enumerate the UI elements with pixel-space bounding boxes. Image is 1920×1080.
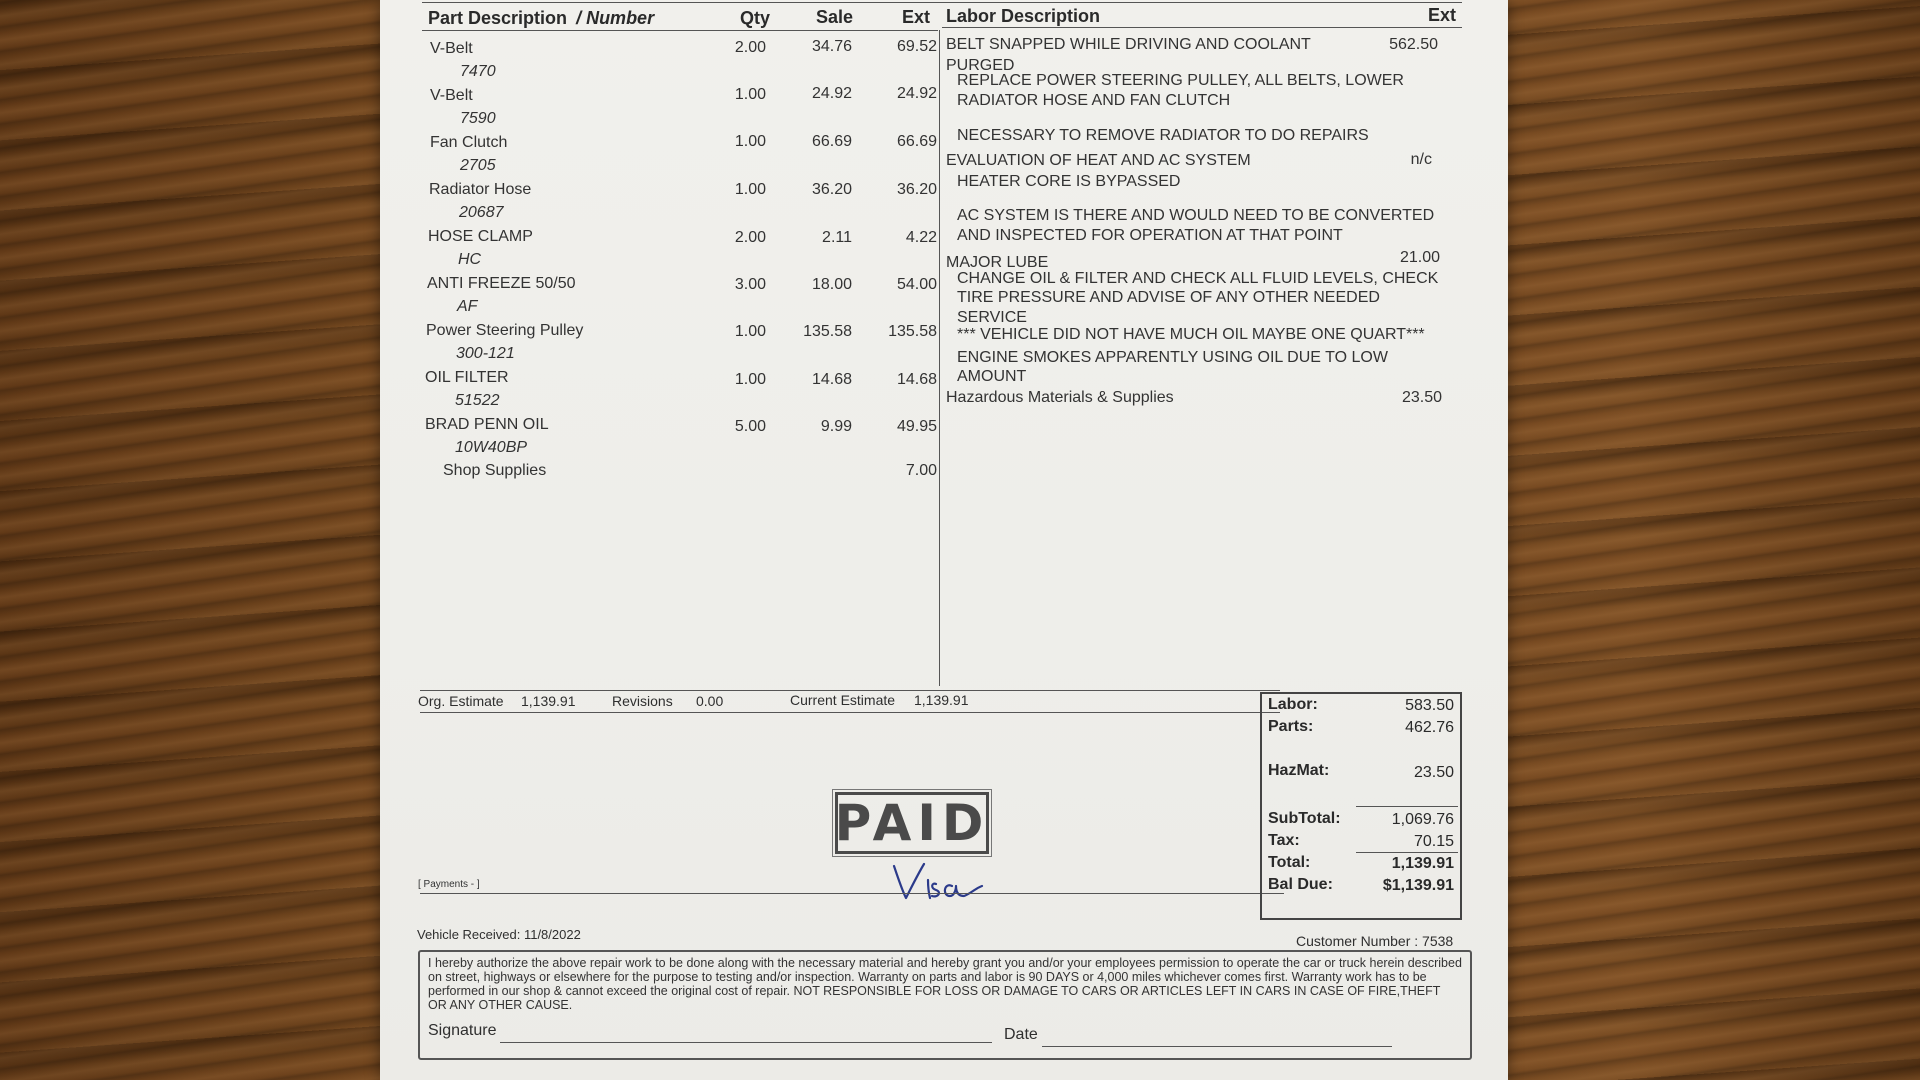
labor-header-ext: Ext [1428,5,1457,25]
revisions-label: Revisions [612,693,673,709]
total-rule [1356,852,1458,853]
org-estimate-value: 1,139.91 [521,693,576,709]
part-sale: 24.92 [811,85,852,102]
org-estimate-label: Org. Estimate [418,693,504,709]
part-ext: 49.95 [896,418,937,435]
column-divider [939,30,940,686]
estimate-bottom-rule [420,712,1280,713]
authorization-box [418,950,1472,1060]
parts-header [428,8,654,29]
current-estimate-value: 1,139.91 [914,692,969,708]
total-value: 1,139.91 [1391,855,1454,872]
part-number: 2705 [460,157,496,174]
part-sale: 34.76 [811,38,852,55]
shop-supplies-label: Shop Supplies [443,462,547,479]
part-qty: 1.00 [734,86,766,103]
part-ext: 54.00 [896,276,937,293]
labor-line: EVALUATION OF HEAT AND AC SYSTEM [946,152,1251,169]
part-ext: 66.69 [896,133,937,150]
bal-due-label: Bal Due: [1268,876,1333,893]
hazmat-value: 23.50 [1413,764,1454,781]
part-qty: 1.00 [734,371,766,388]
part-number: AF [457,298,478,315]
total-label: Total: [1268,854,1311,871]
part-sale: 2.11 [822,229,852,246]
labor-line: MAJOR LUBE [946,254,1049,271]
part-number: 7470 [460,63,496,80]
tax-label: Tax: [1268,832,1300,849]
part-ext: 69.52 [896,38,937,55]
part-sale: 9.99 [820,418,852,435]
current-estimate-label: Current Estimate [790,692,896,708]
labor-line: AMOUNT [957,368,1027,385]
shop-supplies-ext: 7.00 [905,462,937,479]
date-label: Date [1004,1026,1038,1043]
labor-line: ENGINE SMOKES APPARENTLY USING OIL DUE TO LOW [957,349,1388,366]
part-sale: 14.68 [811,371,852,388]
part-number: HC [458,251,482,268]
part-ext: 135.58 [888,323,937,340]
signature-label: Signature [428,1022,497,1039]
part-name: Power Steering Pulley [426,322,584,339]
estimate-top-rule [420,690,1280,691]
labor-line: RADIATOR HOSE AND FAN CLUTCH [957,92,1231,109]
parts-header-description: Part Description [428,8,568,28]
part-number: 300-121 [456,345,515,362]
part-ext: 4.22 [905,229,937,246]
part-qty: 2.00 [734,229,766,246]
parts-total-label: Parts: [1268,718,1314,735]
header-rule-labor [942,27,1462,28]
labor-line: AND INSPECTED FOR OPERATION AT THAT POINT [957,227,1343,244]
part-qty: 2.00 [734,39,766,56]
part-number: 10W40BP [455,439,528,456]
parts-total-value: 462.76 [1405,719,1454,736]
labor-line: Hazardous Materials & Supplies [946,389,1174,406]
part-ext: 24.92 [896,85,937,102]
labor-total-label: Labor: [1268,696,1318,713]
signature-line[interactable] [500,1042,992,1043]
part-qty: 5.00 [734,418,766,435]
part-name: Fan Clutch [430,134,508,151]
labor-total-value: 583.50 [1405,697,1454,714]
labor-line: PURGED [946,57,1015,74]
labor-line: TIRE PRESSURE AND ADVISE OF ANY OTHER NEEDED [957,289,1380,306]
part-qty: 1.00 [734,133,766,150]
paid-stamp: PAID [834,794,990,852]
parts-header-qty: Qty [740,8,771,28]
invoice-paper [380,0,1508,1080]
labor-line: HEATER CORE IS BYPASSED [957,173,1181,190]
top-rule [422,2,1462,3]
hazmat-label: HazMat: [1268,762,1330,779]
bal-due-value: $1,139.91 [1382,877,1454,894]
part-qty: 1.00 [734,323,766,340]
part-qty: 3.00 [734,276,766,293]
parts-header-sale: Sale [816,7,854,27]
labor-line: SERVICE [957,309,1027,326]
handwritten-visa [888,858,998,904]
header-rule-parts [422,30,938,31]
subtotal-value: 1,069.76 [1391,811,1454,828]
part-ext: 14.68 [896,371,937,388]
labor-line: BELT SNAPPED WHILE DRIVING AND COOLANT [946,36,1311,53]
part-name: Radiator Hose [429,181,532,198]
payments-label: [ Payments - ] [418,879,480,890]
subtotal-label: SubTotal: [1268,810,1341,827]
labor-header-description: Labor Description [946,6,1101,26]
subtotal-rule [1356,806,1458,807]
part-number: 20687 [459,204,504,221]
part-number: 51522 [455,392,500,409]
part-qty: 1.00 [734,181,766,198]
parts-header-ext: Ext [902,7,931,27]
date-line[interactable] [1042,1046,1392,1047]
labor-line: *** VEHICLE DID NOT HAVE MUCH OIL MAYBE ONE QUART*** [957,326,1425,343]
part-ext: 36.20 [896,181,937,198]
part-name: BRAD PENN OIL [425,416,549,433]
vehicle-received: Vehicle Received: 11/8/2022 [417,927,581,942]
labor-line: CHANGE OIL & FILTER AND CHECK ALL FLUID LEVELS, CHECK [957,270,1439,287]
labor-ext: n/c [1410,151,1432,168]
labor-ext: 21.00 [1399,249,1440,266]
labor-line: NECESSARY TO REMOVE RADIATOR TO DO REPAIRS [957,127,1369,144]
authorization-text: I hereby authorize the above repair work to be done along with the necessary material and hereby grant you and/or your employees permission to operate the car or truck herein described on street, highways or elsewhere for the purpose to testing and/or inspection. Warranty on parts and labor is 90 DAYS or 4,000 miles whichever comes first. Warranty work has to be performed in our shop & cannot exceed the original cost of repair. NOT RESPONSIBLE FOR LOSS OR DAMAGE TO CARS OR ARTICLES LEFT IN CARS IN CASE OF FIRE,THEFT OR ANY OTHER CAUSE. [428,956,1462,1012]
revisions-value: 0.00 [696,693,724,709]
parts-header-number: / Number [576,8,655,28]
part-sale: 66.69 [811,133,852,150]
part-name: V-Belt [430,87,473,104]
labor-line: AC SYSTEM IS THERE AND WOULD NEED TO BE CONVERTED [957,207,1435,224]
labor-ext: 23.50 [1401,389,1442,406]
part-name: V-Belt [430,40,473,57]
customer-number: Customer Number : 7538 [1296,933,1454,949]
labor-line: REPLACE POWER STEERING PULLEY, ALL BELTS, LOWER [957,72,1404,89]
part-number: 7590 [460,110,496,127]
labor-ext: 562.50 [1389,36,1438,53]
part-sale: 18.00 [811,276,852,293]
part-name: HOSE CLAMP [428,228,533,245]
part-sale: 36.20 [811,181,852,198]
tax-value: 70.15 [1413,833,1454,850]
payments-rule [420,893,1284,894]
part-name: OIL FILTER [425,369,509,386]
part-sale: 135.58 [803,323,852,340]
totals-box [1260,692,1462,920]
part-name: ANTI FREEZE 50/50 [427,275,576,292]
